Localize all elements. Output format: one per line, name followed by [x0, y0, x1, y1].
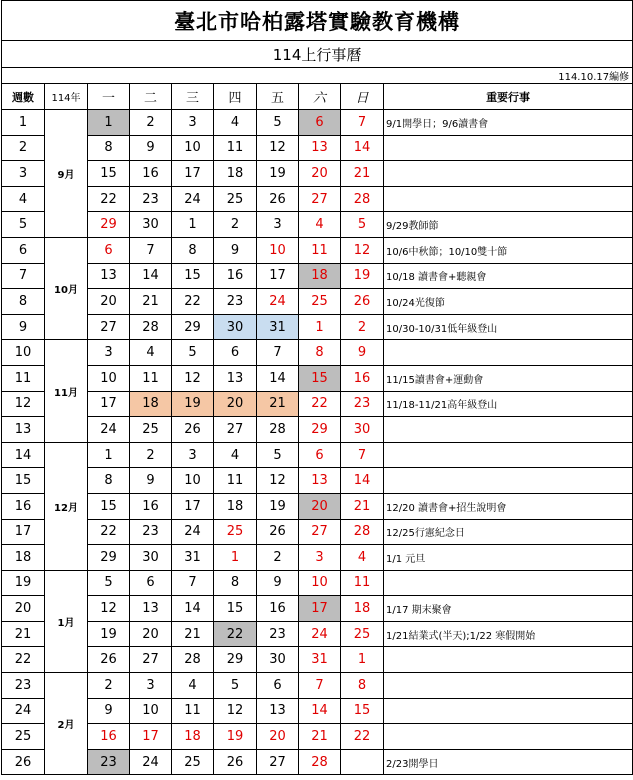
day-cell: 6 [130, 570, 172, 596]
day-cell: 31 [299, 647, 341, 673]
day-cell: 12 [88, 596, 130, 622]
day-cell: 13 [257, 698, 299, 724]
month-label: 2月 [45, 673, 88, 775]
day-cell: 7 [299, 673, 341, 699]
day-cell: 12 [257, 468, 299, 494]
day-cell: 5 [341, 212, 384, 238]
day-cell: 5 [257, 110, 299, 136]
day-cell: 12 [214, 698, 257, 724]
week-number: 1 [2, 110, 45, 136]
event-text: 1/21結業式(半天);1/22 寒假開始 [384, 621, 633, 647]
header-day-thu: 四 [214, 84, 257, 110]
day-cell: 12 [172, 365, 214, 391]
day-cell: 19 [172, 391, 214, 417]
week-row [2, 596, 633, 622]
day-cell: 8 [172, 237, 214, 263]
week-row [2, 391, 633, 417]
event-text: 2/23開學日 [384, 749, 633, 775]
day-cell: 24 [88, 417, 130, 443]
day-cell: 14 [299, 698, 341, 724]
event-text: 10/30-10/31低年級登山 [384, 314, 633, 340]
page-title: 臺北市哈柏露塔實驗教育機構 [2, 1, 633, 41]
day-cell: 1 [299, 314, 341, 340]
day-cell: 17 [172, 161, 214, 187]
day-cell: 5 [257, 442, 299, 468]
day-cell: 18 [172, 724, 214, 750]
day-cell: 13 [299, 135, 341, 161]
day-cell: 26 [214, 749, 257, 775]
page-subtitle: 114上行事曆 [2, 41, 633, 68]
header-day-sat: 六 [299, 84, 341, 110]
day-cell: 29 [214, 647, 257, 673]
week-number: 21 [2, 621, 45, 647]
event-text [384, 135, 633, 161]
day-cell: 25 [341, 621, 384, 647]
day-cell: 18 [214, 493, 257, 519]
day-cell: 22 [299, 391, 341, 417]
week-number: 22 [2, 647, 45, 673]
day-cell: 15 [172, 263, 214, 289]
event-text [384, 468, 633, 494]
day-cell: 1 [341, 647, 384, 673]
week-row [2, 365, 633, 391]
day-cell: 23 [88, 749, 130, 775]
day-cell: 6 [214, 340, 257, 366]
day-cell: 27 [299, 186, 341, 212]
day-cell: 7 [341, 442, 384, 468]
day-cell: 14 [130, 263, 172, 289]
day-cell: 6 [88, 237, 130, 263]
day-cell: 28 [257, 417, 299, 443]
day-cell: 29 [299, 417, 341, 443]
day-cell: 22 [172, 289, 214, 315]
week-row [2, 442, 633, 468]
event-text: 12/25行憲紀念日 [384, 519, 633, 545]
day-cell: 10 [257, 237, 299, 263]
event-text [384, 570, 633, 596]
day-cell: 5 [172, 340, 214, 366]
event-text [384, 417, 633, 443]
day-cell: 12 [341, 237, 384, 263]
day-cell: 16 [130, 493, 172, 519]
day-cell: 26 [257, 186, 299, 212]
day-cell: 23 [130, 519, 172, 545]
day-cell: 21 [257, 391, 299, 417]
month-label: 11月 [45, 340, 88, 442]
day-cell: 11 [299, 237, 341, 263]
week-row [2, 263, 633, 289]
day-cell: 9 [130, 135, 172, 161]
day-cell: 24 [130, 749, 172, 775]
week-row [2, 161, 633, 187]
day-cell: 15 [341, 698, 384, 724]
week-row [2, 110, 633, 136]
month-label: 10月 [45, 237, 88, 339]
day-cell: 31 [257, 314, 299, 340]
day-cell: 10 [172, 135, 214, 161]
week-row [2, 570, 633, 596]
week-number: 16 [2, 493, 45, 519]
day-cell: 23 [214, 289, 257, 315]
day-cell: 24 [172, 186, 214, 212]
day-cell: 20 [214, 391, 257, 417]
day-cell: 18 [214, 161, 257, 187]
day-cell: 11 [172, 698, 214, 724]
day-cell: 27 [299, 519, 341, 545]
week-number: 4 [2, 186, 45, 212]
day-cell: 14 [341, 135, 384, 161]
day-cell: 1 [214, 545, 257, 571]
event-text [384, 186, 633, 212]
day-cell: 9 [130, 468, 172, 494]
header-week: 週數 [2, 84, 45, 110]
day-cell: 25 [214, 519, 257, 545]
week-number: 18 [2, 545, 45, 571]
day-cell: 24 [257, 289, 299, 315]
day-cell: 30 [257, 647, 299, 673]
event-text: 10/18 讀書會+聽親會 [384, 263, 633, 289]
day-cell: 28 [341, 519, 384, 545]
header-day-wed: 三 [172, 84, 214, 110]
day-cell: 20 [130, 621, 172, 647]
day-cell: 15 [299, 365, 341, 391]
week-row [2, 698, 633, 724]
day-cell: 18 [130, 391, 172, 417]
day-cell: 8 [88, 135, 130, 161]
day-cell: 28 [299, 749, 341, 775]
week-row [2, 673, 633, 699]
day-cell: 15 [88, 493, 130, 519]
event-text [384, 161, 633, 187]
day-cell: 25 [130, 417, 172, 443]
event-text: 1/1 元旦 [384, 545, 633, 571]
week-number: 7 [2, 263, 45, 289]
day-cell: 22 [214, 621, 257, 647]
day-cell: 11 [214, 468, 257, 494]
day-cell: 19 [88, 621, 130, 647]
day-cell: 16 [130, 161, 172, 187]
day-cell: 16 [257, 596, 299, 622]
day-cell: 14 [257, 365, 299, 391]
day-cell: 21 [341, 493, 384, 519]
event-text: 10/24光復節 [384, 289, 633, 315]
week-row [2, 237, 633, 263]
day-cell: 8 [341, 673, 384, 699]
day-cell [341, 749, 384, 775]
event-text: 10/6中秋節；10/10雙十節 [384, 237, 633, 263]
day-cell: 21 [172, 621, 214, 647]
week-row [2, 212, 633, 238]
day-cell: 21 [341, 161, 384, 187]
day-cell: 2 [214, 212, 257, 238]
day-cell: 4 [299, 212, 341, 238]
day-cell: 7 [257, 340, 299, 366]
day-cell: 21 [299, 724, 341, 750]
day-cell: 15 [88, 161, 130, 187]
day-cell: 3 [172, 442, 214, 468]
week-row [2, 289, 633, 315]
day-cell: 11 [341, 570, 384, 596]
day-cell: 6 [299, 110, 341, 136]
day-cell: 8 [299, 340, 341, 366]
day-cell: 30 [130, 212, 172, 238]
day-cell: 20 [299, 493, 341, 519]
day-cell: 23 [341, 391, 384, 417]
day-cell: 30 [214, 314, 257, 340]
event-text [384, 647, 633, 673]
day-cell: 12 [257, 135, 299, 161]
week-row [2, 621, 633, 647]
day-cell: 22 [88, 519, 130, 545]
day-cell: 9 [257, 570, 299, 596]
week-number: 11 [2, 365, 45, 391]
day-cell: 13 [299, 468, 341, 494]
week-number: 2 [2, 135, 45, 161]
day-cell: 8 [88, 468, 130, 494]
week-number: 24 [2, 698, 45, 724]
day-cell: 19 [214, 724, 257, 750]
day-cell: 9 [214, 237, 257, 263]
day-cell: 24 [172, 519, 214, 545]
day-cell: 11 [130, 365, 172, 391]
day-cell: 2 [88, 673, 130, 699]
day-cell: 27 [214, 417, 257, 443]
event-text [384, 673, 633, 699]
week-number: 17 [2, 519, 45, 545]
day-cell: 20 [257, 724, 299, 750]
day-cell: 22 [88, 186, 130, 212]
day-cell: 9 [341, 340, 384, 366]
day-cell: 13 [130, 596, 172, 622]
day-cell: 14 [341, 468, 384, 494]
week-row [2, 493, 633, 519]
day-cell: 3 [172, 110, 214, 136]
day-cell: 19 [257, 493, 299, 519]
week-number: 6 [2, 237, 45, 263]
day-cell: 10 [172, 468, 214, 494]
week-number: 25 [2, 724, 45, 750]
day-cell: 21 [130, 289, 172, 315]
week-row [2, 468, 633, 494]
week-row [2, 135, 633, 161]
day-cell: 10 [130, 698, 172, 724]
month-label: 9月 [45, 110, 88, 238]
week-number: 10 [2, 340, 45, 366]
header-year: 114年 [45, 84, 88, 110]
day-cell: 16 [341, 365, 384, 391]
day-cell: 18 [299, 263, 341, 289]
week-row [2, 340, 633, 366]
header-day-tue: 二 [130, 84, 172, 110]
header-row [2, 84, 633, 110]
day-cell: 4 [214, 110, 257, 136]
week-number: 9 [2, 314, 45, 340]
calendar-table [1, 0, 633, 775]
edit-note: 114.10.17編修 [2, 68, 633, 84]
day-cell: 13 [214, 365, 257, 391]
day-cell: 17 [130, 724, 172, 750]
month-label: 12月 [45, 442, 88, 570]
week-number: 5 [2, 212, 45, 238]
day-cell: 2 [130, 110, 172, 136]
week-row [2, 314, 633, 340]
week-number: 23 [2, 673, 45, 699]
day-cell: 20 [299, 161, 341, 187]
week-row [2, 545, 633, 571]
week-number: 8 [2, 289, 45, 315]
event-text: 9/1開學日；9/6讀書會 [384, 110, 633, 136]
day-cell: 17 [88, 391, 130, 417]
week-number: 19 [2, 570, 45, 596]
day-cell: 4 [130, 340, 172, 366]
day-cell: 17 [299, 596, 341, 622]
event-text: 12/20 讀書會+招生說明會 [384, 493, 633, 519]
day-cell: 25 [172, 749, 214, 775]
day-cell: 29 [88, 545, 130, 571]
day-cell: 22 [341, 724, 384, 750]
day-cell: 7 [172, 570, 214, 596]
day-cell: 9 [88, 698, 130, 724]
day-cell: 14 [172, 596, 214, 622]
week-row [2, 724, 633, 750]
day-cell: 7 [341, 110, 384, 136]
day-cell: 19 [341, 263, 384, 289]
day-cell: 23 [130, 186, 172, 212]
event-text [384, 442, 633, 468]
event-text: 1/17 期末聚會 [384, 596, 633, 622]
day-cell: 31 [172, 545, 214, 571]
day-cell: 20 [88, 289, 130, 315]
day-cell: 10 [88, 365, 130, 391]
week-row [2, 519, 633, 545]
day-cell: 29 [172, 314, 214, 340]
week-number: 13 [2, 417, 45, 443]
day-cell: 18 [341, 596, 384, 622]
week-number: 12 [2, 391, 45, 417]
week-number: 15 [2, 468, 45, 494]
day-cell: 29 [88, 212, 130, 238]
day-cell: 11 [214, 135, 257, 161]
day-cell: 28 [130, 314, 172, 340]
header-events: 重要行事 [384, 84, 633, 110]
day-cell: 19 [257, 161, 299, 187]
day-cell: 2 [257, 545, 299, 571]
day-cell: 3 [257, 212, 299, 238]
day-cell: 8 [214, 570, 257, 596]
event-text [384, 724, 633, 750]
day-cell: 24 [299, 621, 341, 647]
day-cell: 1 [88, 442, 130, 468]
day-cell: 3 [130, 673, 172, 699]
day-cell: 1 [88, 110, 130, 136]
day-cell: 1 [172, 212, 214, 238]
day-cell: 27 [257, 749, 299, 775]
day-cell: 28 [341, 186, 384, 212]
day-cell: 27 [88, 314, 130, 340]
week-number: 3 [2, 161, 45, 187]
day-cell: 4 [341, 545, 384, 571]
day-cell: 28 [172, 647, 214, 673]
week-number: 26 [2, 749, 45, 775]
day-cell: 26 [341, 289, 384, 315]
week-row [2, 186, 633, 212]
day-cell: 10 [299, 570, 341, 596]
event-text: 9/29教師節 [384, 212, 633, 238]
day-cell: 6 [299, 442, 341, 468]
day-cell: 26 [257, 519, 299, 545]
event-text [384, 340, 633, 366]
day-cell: 30 [130, 545, 172, 571]
day-cell: 27 [130, 647, 172, 673]
day-cell: 25 [299, 289, 341, 315]
header-day-sun: 日 [341, 84, 384, 110]
header-day-mon: 一 [88, 84, 130, 110]
day-cell: 25 [214, 186, 257, 212]
day-cell: 16 [214, 263, 257, 289]
day-cell: 7 [130, 237, 172, 263]
week-row [2, 647, 633, 673]
month-label: 1月 [45, 570, 88, 672]
event-text: 11/18-11/21高年級登山 [384, 391, 633, 417]
day-cell: 13 [88, 263, 130, 289]
day-cell: 2 [130, 442, 172, 468]
day-cell: 6 [257, 673, 299, 699]
day-cell: 23 [257, 621, 299, 647]
day-cell: 5 [88, 570, 130, 596]
day-cell: 26 [172, 417, 214, 443]
header-day-fri: 五 [257, 84, 299, 110]
week-number: 20 [2, 596, 45, 622]
day-cell: 30 [341, 417, 384, 443]
day-cell: 16 [88, 724, 130, 750]
day-cell: 5 [214, 673, 257, 699]
day-cell: 2 [341, 314, 384, 340]
day-cell: 26 [88, 647, 130, 673]
event-text: 11/15讀書會+運動會 [384, 365, 633, 391]
day-cell: 3 [88, 340, 130, 366]
day-cell: 17 [257, 263, 299, 289]
day-cell: 4 [214, 442, 257, 468]
event-text [384, 698, 633, 724]
day-cell: 4 [172, 673, 214, 699]
week-number: 14 [2, 442, 45, 468]
day-cell: 17 [172, 493, 214, 519]
day-cell: 3 [299, 545, 341, 571]
week-row [2, 417, 633, 443]
week-row [2, 749, 633, 775]
day-cell: 15 [214, 596, 257, 622]
